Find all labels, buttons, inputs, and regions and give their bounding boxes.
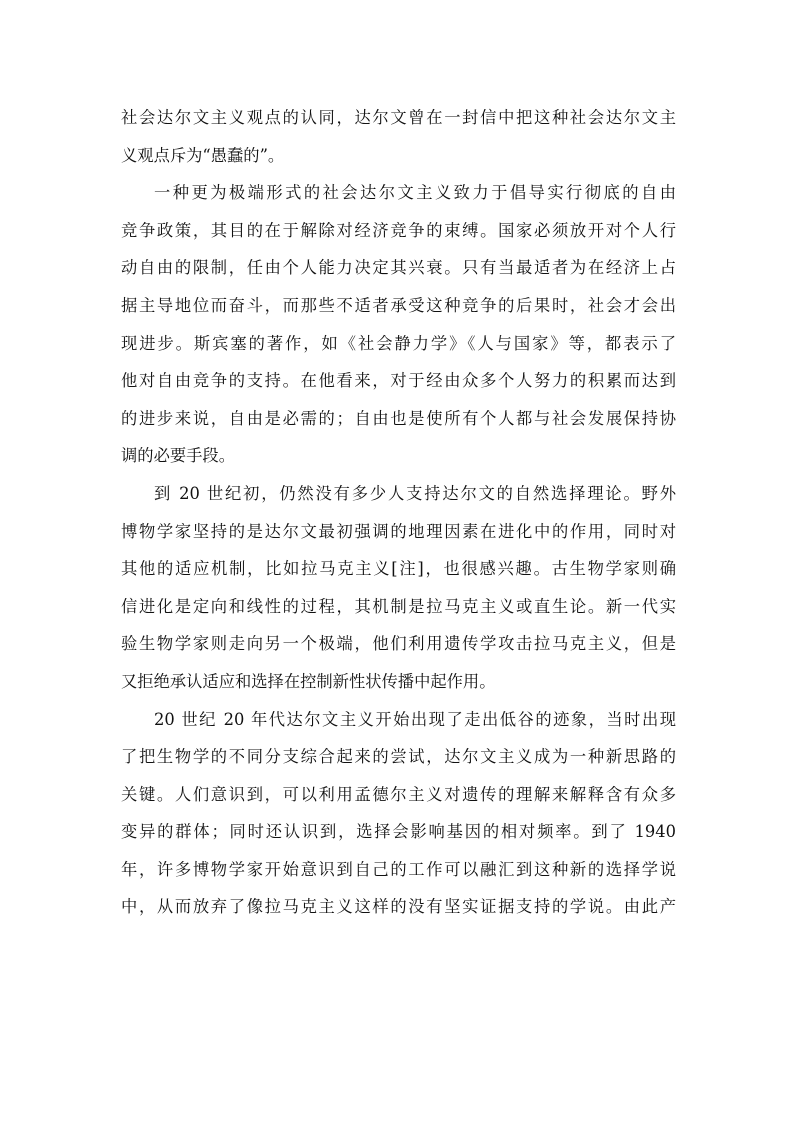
paragraph-3-line-1: 到 20 世纪初，仍然没有多少人支持达尔文的自然选择理论。野外 [154,483,676,503]
paragraph-2-line-1: 一种更为极端形式的社会达尔文主义致力于倡导实行彻底的自由 [154,183,676,203]
paragraph-2-line-6: 他对自由竞争的支持。在他看来，对于经由众多个人努力的积累而达到 [121,371,676,391]
paragraph-4-line-5: 年，许多博物学家开始意识到自己的工作可以融汇到这种新的选择学说 [121,859,676,879]
paragraph-4-line-4: 变异的群体；同时还认识到，选择会影响基因的相对频率。到了 1940 [121,822,676,842]
paragraph-3-line-4: 信进化是定向和线性的过程，其机制是拉马克主义或直生论。新一代实 [121,596,676,616]
paragraph-3-line-5: 验生物学家则走向另一个极端，他们利用遗传学攻击拉马克主义，但是 [121,634,676,654]
paragraph-2-line-8: 调的必要手段。 [121,446,235,466]
paragraph-3-line-3: 其他的适应机制，比如拉马克主义[注]，也很感兴趣。古生物学家则确 [121,559,676,579]
paragraph-2-line-4: 据主导地位而奋斗，而那些不适者承受这种竞争的后果时，社会才会出 [121,295,676,315]
paragraph-2-line-7: 的进步来说，自由是必需的；自由也是使所有个人都与社会发展保持协 [121,408,676,428]
paragraph-4-line-1: 20 世纪 20 年代达尔文主义开始出现了走出低谷的迹象，当时出现 [154,709,676,729]
body-text [121,99,676,926]
paragraph-1-line-1: 社会达尔文主义观点的认同，达尔文曾在一封信中把这种社会达尔文主 [121,108,676,127]
paragraph-2-line-5: 现进步。斯宾塞的著作，如《社会静力学》《人与国家》等，都表示了 [121,333,676,353]
paragraph-4-line-3: 关键。人们意识到，可以利用孟德尔主义对遗传的理解来解释含有众多 [121,784,676,804]
paragraph-3-line-2: 博物学家坚持的是达尔文最初强调的地理因素在进化中的作用，同时对 [121,521,676,541]
paragraph-2-line-3: 动自由的限制，任由个人能力决定其兴衰。只有当最适者为在经济上占 [121,258,676,278]
paragraph-4-line-2: 了把生物学的不同分支综合起来的尝试，达尔文主义成为一种新思路的 [121,747,676,767]
paragraph-2-line-2: 竞争政策，其目的在于解除对经济竞争的束缚。国家必须放开对个人行 [121,220,676,240]
paragraph-1-line-2: 义观点斥为“愚蠢的”。 [121,145,285,165]
paragraph-3-line-6: 又拒绝承认适应和选择在控制新性状传播中起作用。 [121,671,496,691]
paragraph-4-line-6: 中，从而放弃了像拉马克主义这样的没有坚实证据支持的学说。由此产 [121,897,676,917]
